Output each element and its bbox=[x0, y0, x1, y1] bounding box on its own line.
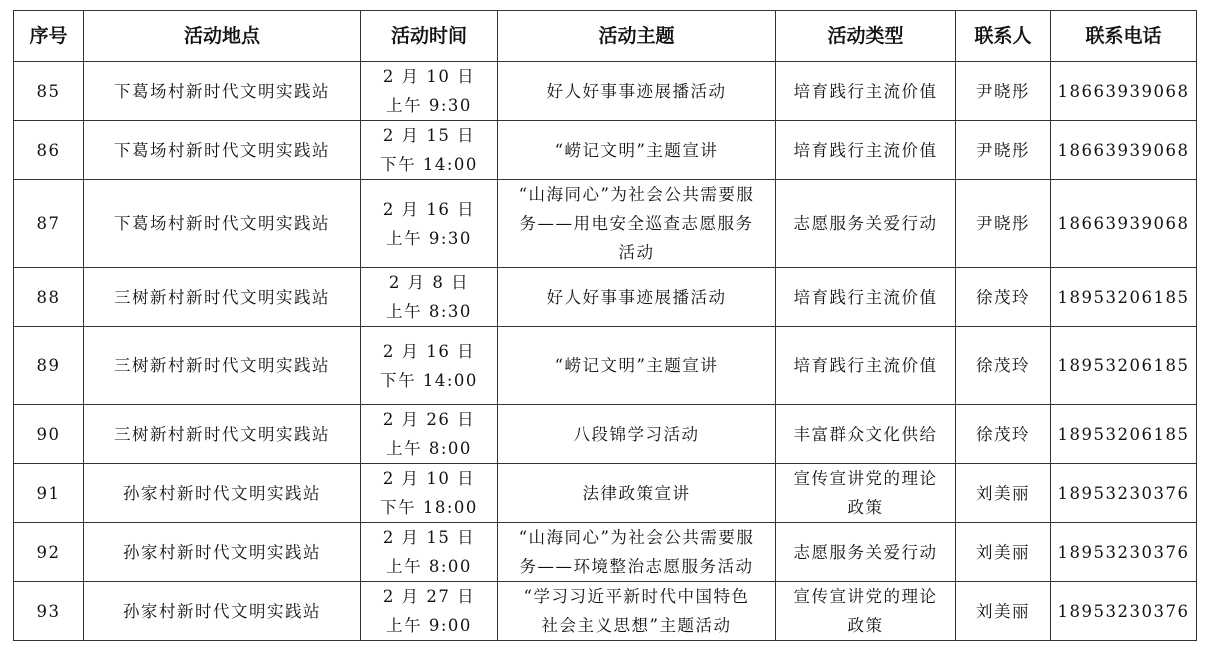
row-index: 89 bbox=[14, 327, 84, 405]
row-time bbox=[361, 268, 498, 327]
row-time-line: 2 月 16 日 bbox=[382, 199, 476, 219]
row-index: 87 bbox=[14, 180, 84, 268]
row-type-line: 培育践行主流价值 bbox=[793, 81, 938, 101]
row-theme-line: 务——环境整治志愿服务活动 bbox=[519, 557, 754, 576]
row-theme bbox=[498, 523, 776, 582]
row-time-line: 2 月 15 日 bbox=[382, 528, 476, 547]
row-index: 86 bbox=[14, 121, 84, 180]
table-row bbox=[14, 327, 1197, 405]
row-theme-line: 法律政策宣讲 bbox=[582, 483, 691, 503]
row-contact: 刘美丽 bbox=[956, 582, 1051, 641]
row-type-line: 培育践行主流价值 bbox=[793, 356, 938, 375]
header-index: 序号 bbox=[14, 11, 84, 62]
header-type: 活动类型 bbox=[776, 11, 956, 62]
row-theme bbox=[498, 180, 776, 268]
table-row bbox=[14, 523, 1197, 582]
row-time-line: 下午 18:00 bbox=[380, 498, 478, 517]
row-location: 下葛场村新时代文明实践站 bbox=[84, 62, 361, 121]
row-type bbox=[776, 582, 956, 641]
header-theme: 活动主题 bbox=[498, 11, 776, 62]
row-time-line: 上午 9:30 bbox=[386, 96, 472, 115]
table-row bbox=[14, 464, 1197, 523]
row-time-line: 上午 8:00 bbox=[386, 557, 472, 576]
row-theme-line: “山海同心”为社会公共需要服 bbox=[518, 528, 755, 547]
header-contact: 联系人 bbox=[956, 11, 1051, 62]
row-type-line: 培育践行主流价值 bbox=[793, 140, 938, 160]
row-theme bbox=[498, 464, 776, 523]
row-time-line: 2 月 26 日 bbox=[382, 410, 476, 429]
row-time-line: 下午 14:00 bbox=[380, 370, 478, 390]
row-time-line: 2 月 10 日 bbox=[382, 67, 476, 86]
row-location: 三树新村新时代文明实践站 bbox=[84, 327, 361, 405]
row-index: 85 bbox=[14, 62, 84, 121]
row-index: 88 bbox=[14, 268, 84, 327]
row-theme-line: 活动 bbox=[618, 243, 655, 262]
row-location: 孙家村新时代文明实践站 bbox=[84, 464, 361, 523]
row-time bbox=[361, 327, 498, 405]
row-phone: 18953206185 bbox=[1051, 268, 1197, 327]
table-header-row bbox=[14, 11, 1197, 62]
row-time bbox=[361, 180, 498, 268]
table-row bbox=[14, 180, 1197, 268]
row-phone: 18663939068 bbox=[1051, 121, 1197, 180]
row-time bbox=[361, 582, 498, 641]
row-time-line: 上午 9:30 bbox=[386, 228, 472, 248]
row-location: 孙家村新时代文明实践站 bbox=[84, 582, 361, 641]
row-time bbox=[361, 405, 498, 464]
row-type bbox=[776, 405, 956, 464]
row-location: 三树新村新时代文明实践站 bbox=[84, 268, 361, 327]
row-phone: 18663939068 bbox=[1051, 62, 1197, 121]
row-theme bbox=[498, 327, 776, 405]
row-theme-line: 务——用电安全巡查志愿服务 bbox=[519, 214, 754, 233]
table-row bbox=[14, 62, 1197, 121]
row-theme-line: 好人好事事迹展播活动 bbox=[546, 81, 727, 101]
row-time-line: 上午 8:30 bbox=[386, 302, 472, 321]
row-location: 孙家村新时代文明实践站 bbox=[84, 523, 361, 582]
row-type-line: 宣传宣讲党的理论 bbox=[793, 587, 938, 606]
row-time bbox=[361, 523, 498, 582]
row-theme-line: 社会主义思想”主题活动 bbox=[541, 616, 732, 635]
row-type bbox=[776, 62, 956, 121]
row-time-line: 2 月 27 日 bbox=[382, 587, 476, 606]
row-time-line: 2 月 15 日 bbox=[382, 126, 476, 145]
table-row bbox=[14, 121, 1197, 180]
row-type bbox=[776, 121, 956, 180]
row-time-line: 上午 9:00 bbox=[386, 616, 472, 635]
row-type bbox=[776, 327, 956, 405]
row-contact: 尹晓彤 bbox=[956, 62, 1051, 121]
row-phone: 18953206185 bbox=[1051, 405, 1197, 464]
row-location: 下葛场村新时代文明实践站 bbox=[84, 121, 361, 180]
row-location: 下葛场村新时代文明实践站 bbox=[84, 180, 361, 268]
row-index: 93 bbox=[14, 582, 84, 641]
row-theme-line: 八段锦学习活动 bbox=[573, 424, 700, 444]
row-phone: 18663939068 bbox=[1051, 180, 1197, 268]
row-type bbox=[776, 464, 956, 523]
row-phone: 18953230376 bbox=[1051, 582, 1197, 641]
row-index: 92 bbox=[14, 523, 84, 582]
row-theme-line: “崂记文明”主题宣讲 bbox=[554, 140, 719, 160]
row-contact: 尹晓彤 bbox=[956, 121, 1051, 180]
row-phone: 18953230376 bbox=[1051, 523, 1197, 582]
row-theme-line: “崂记文明”主题宣讲 bbox=[554, 356, 719, 375]
row-contact: 刘美丽 bbox=[956, 464, 1051, 523]
row-time-line: 2 月 10 日 bbox=[382, 469, 476, 488]
row-theme bbox=[498, 582, 776, 641]
row-contact: 刘美丽 bbox=[956, 523, 1051, 582]
row-contact: 徐茂玲 bbox=[956, 268, 1051, 327]
table-row bbox=[14, 268, 1197, 327]
header-phone: 联系电话 bbox=[1051, 11, 1197, 62]
row-type-line: 培育践行主流价值 bbox=[793, 287, 938, 307]
row-type-line: 志愿服务关爱行动 bbox=[793, 214, 938, 233]
row-type-line: 宣传宣讲党的理论 bbox=[793, 469, 938, 488]
row-type-line: 政策 bbox=[847, 498, 884, 517]
row-theme bbox=[498, 268, 776, 327]
table-row bbox=[14, 405, 1197, 464]
row-theme-line: “学习习近平新时代中国特色 bbox=[523, 587, 750, 606]
row-index: 91 bbox=[14, 464, 84, 523]
table-row bbox=[14, 582, 1197, 641]
row-time-line: 上午 8:00 bbox=[386, 439, 472, 458]
header-time: 活动时间 bbox=[361, 11, 498, 62]
row-contact: 尹晓彤 bbox=[956, 180, 1051, 268]
row-theme bbox=[498, 405, 776, 464]
row-theme-line: “山海同心”为社会公共需要服 bbox=[518, 185, 755, 204]
row-time bbox=[361, 62, 498, 121]
row-contact: 徐茂玲 bbox=[956, 405, 1051, 464]
row-time-line: 2 月 8 日 bbox=[388, 273, 470, 292]
row-phone: 18953230376 bbox=[1051, 464, 1197, 523]
row-time bbox=[361, 121, 498, 180]
row-index: 90 bbox=[14, 405, 84, 464]
row-contact: 徐茂玲 bbox=[956, 327, 1051, 405]
row-location: 三树新村新时代文明实践站 bbox=[84, 405, 361, 464]
activity-schedule-table bbox=[13, 10, 1197, 641]
row-phone: 18953206185 bbox=[1051, 327, 1197, 405]
row-theme-line: 好人好事事迹展播活动 bbox=[546, 287, 727, 307]
row-theme bbox=[498, 62, 776, 121]
row-time-line: 2 月 16 日 bbox=[382, 341, 476, 361]
row-theme bbox=[498, 121, 776, 180]
row-type-line: 志愿服务关爱行动 bbox=[793, 542, 938, 562]
row-type bbox=[776, 523, 956, 582]
row-type bbox=[776, 268, 956, 327]
row-time-line: 下午 14:00 bbox=[380, 155, 478, 174]
row-type-line: 丰富群众文化供给 bbox=[793, 424, 938, 444]
row-type-line: 政策 bbox=[847, 616, 884, 635]
row-type bbox=[776, 180, 956, 268]
row-time bbox=[361, 464, 498, 523]
header-location: 活动地点 bbox=[84, 11, 361, 62]
